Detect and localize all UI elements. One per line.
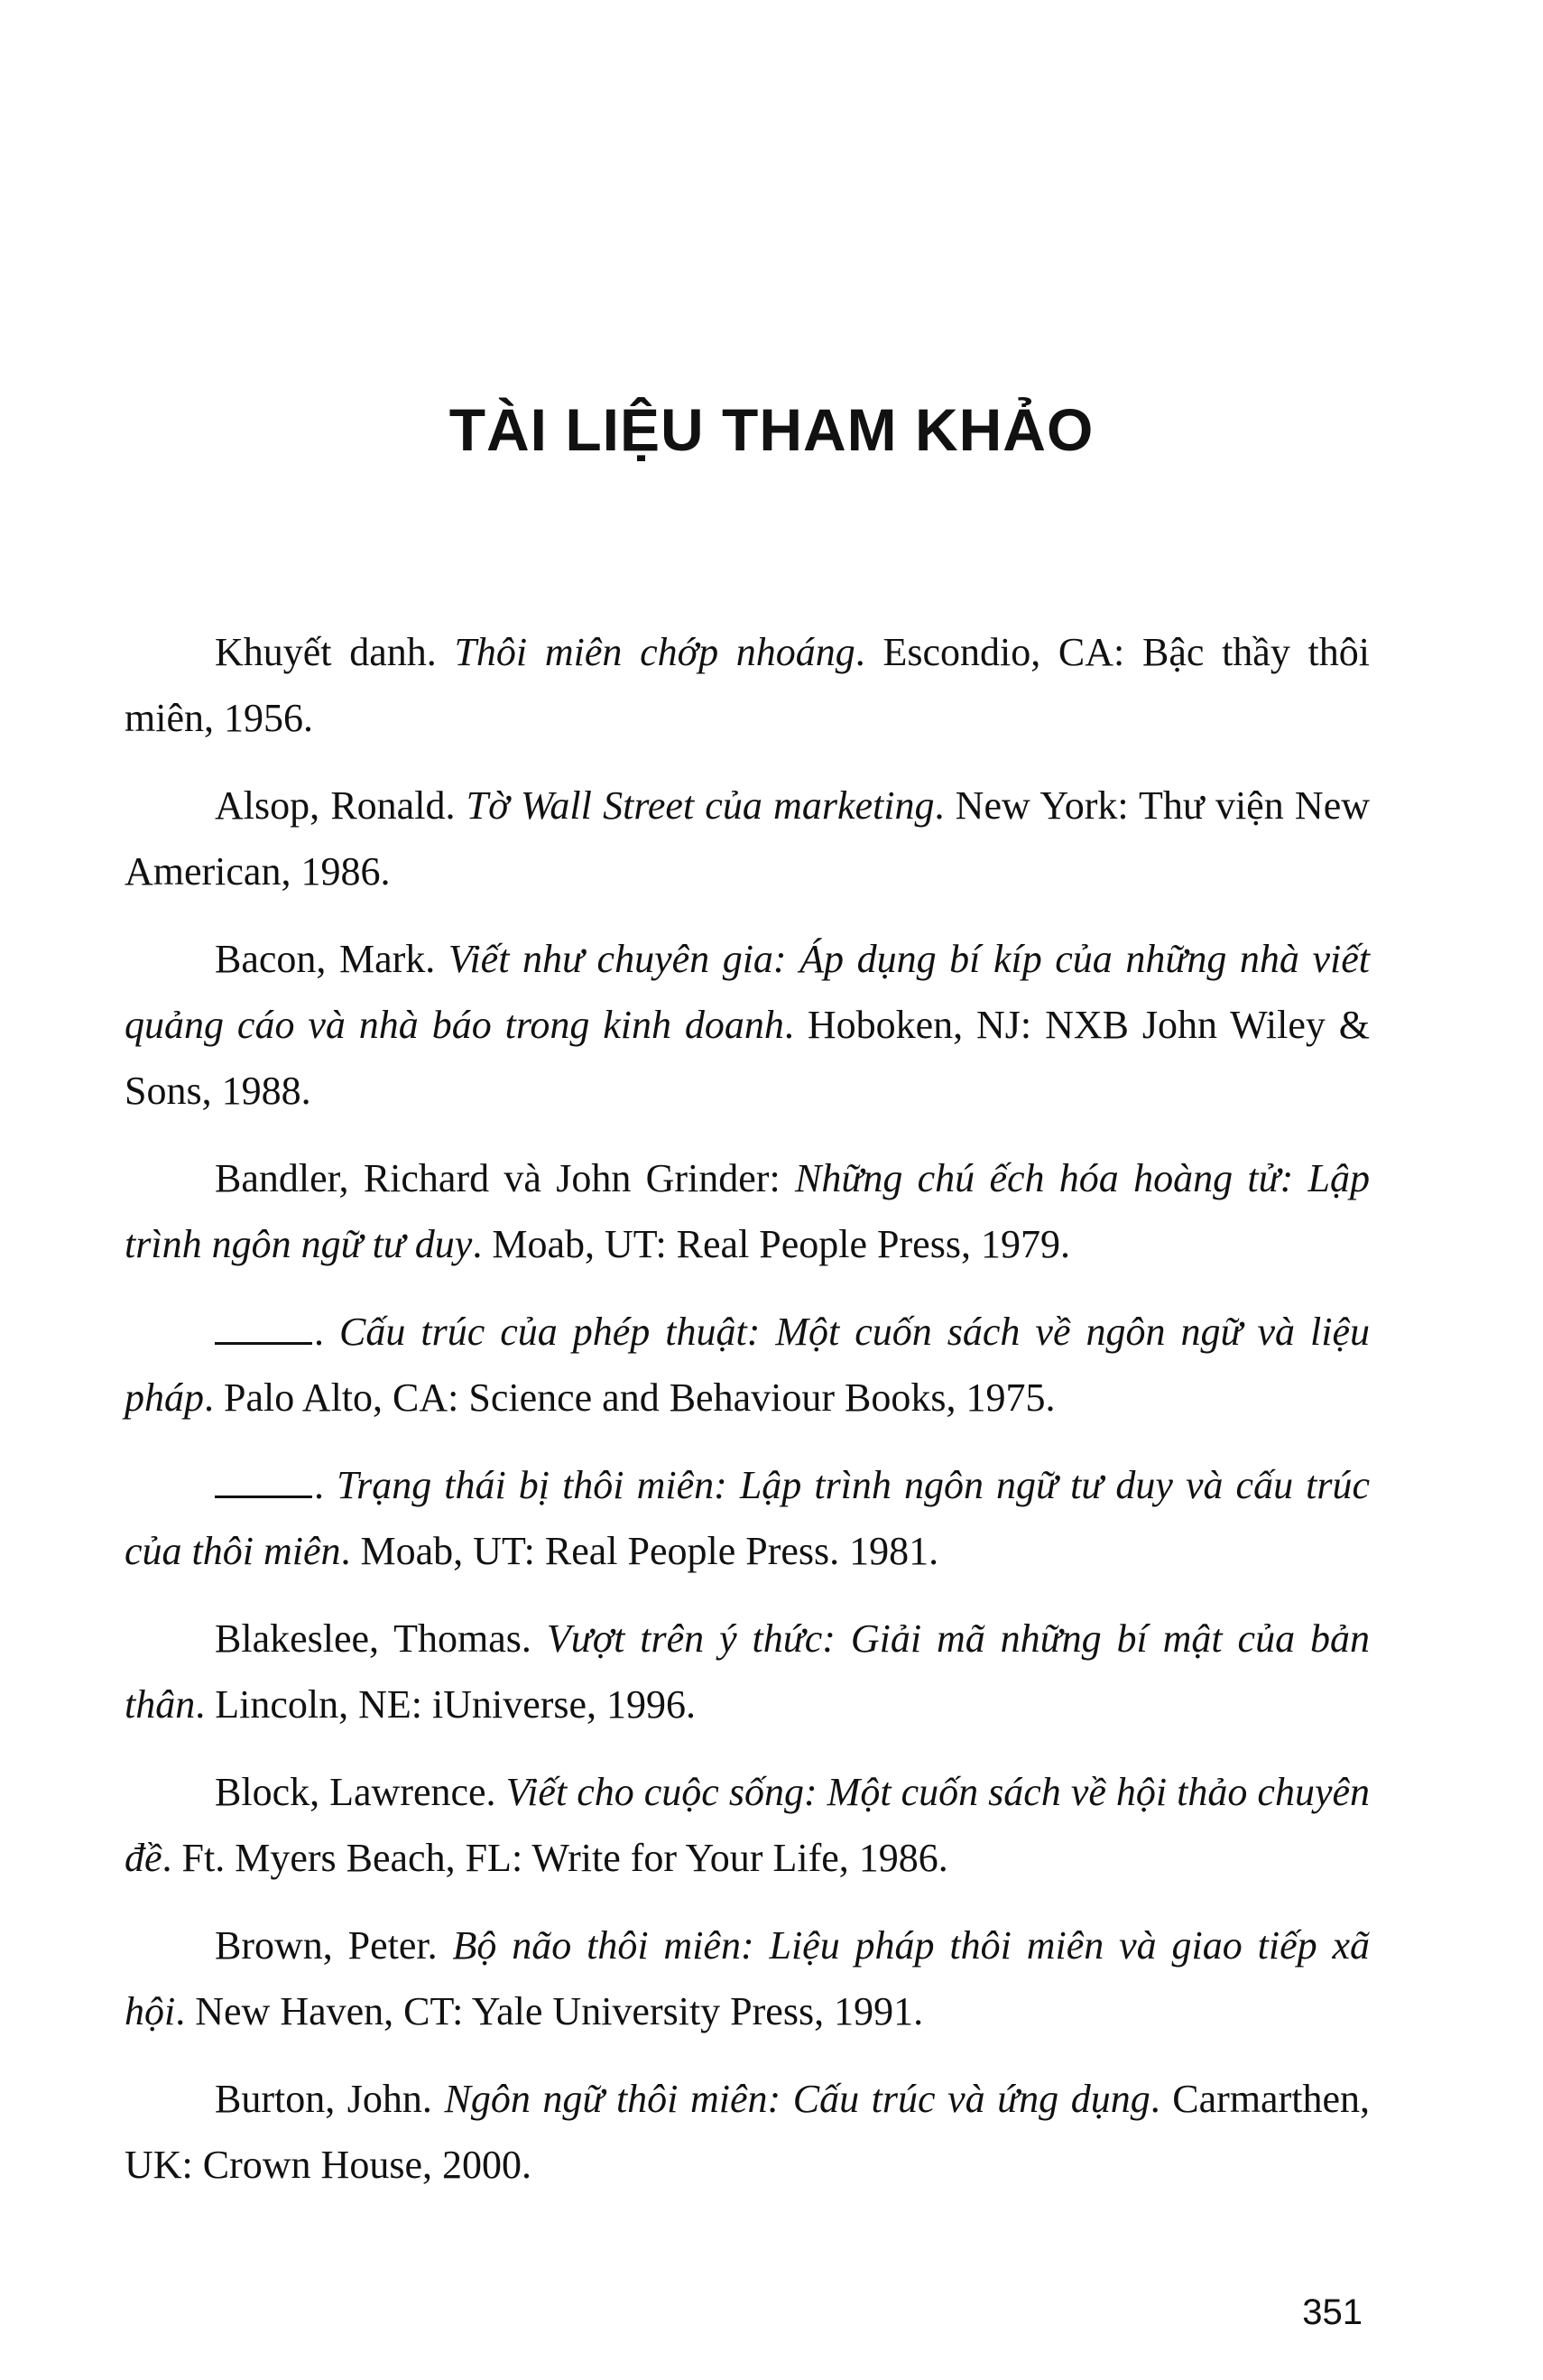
reference-entry [125,1912,1370,2044]
reference-author: . [314,1310,339,1354]
reference-author: Block, Lawrence. [215,1770,506,1814]
reference-publication: . Lincoln, NE: iUniverse, 1996. [195,1682,697,1727]
reference-title: Bộ não thôi miên: Liệu pháp thôi miên và giao tiếp xã hội [125,1923,1370,2033]
reference-publication: . New York: Thư viện New American, 1986. [125,783,1370,894]
reference-publication: . Moab, UT: Real People Press, 1979. [472,1222,1070,1266]
reference-title: Tờ Wall Street của marketing [466,783,935,828]
page-number: 351 [1302,2292,1363,2332]
reference-entry [125,1759,1370,1891]
reference-publication: . Ft. Myers Beach, FL: Write for Your Life, 1986. [162,1836,948,1880]
reference-entry [125,2066,1370,2198]
reference-title: Viết cho cuộc sống: Một cuốn sách về hội thảo chuyên đề [125,1770,1371,1880]
reference-publication: . Moab, UT: Real People Press. 1981. [340,1529,939,1573]
reference-entry [125,1145,1370,1277]
reference-publication: . Palo Alto, CA: Science and Behaviour Books, 1975. [204,1375,1056,1420]
reference-title: Cấu trúc của phép thuật: Một cuốn sách về ngôn ngữ và liệu pháp [125,1310,1370,1420]
reference-author: Blakeslee, Thomas. [215,1616,547,1661]
reference-entry [125,1606,1370,1737]
reference-author: Burton, John. [215,2077,445,2121]
reference-author: Alsop, Ronald. [215,783,467,828]
reference-author: Bandler, Richard và John Grinder: [215,1156,795,1200]
reference-author: Bacon, Mark. [215,937,448,981]
page-title: TÀI LIỆU THAM KHẢO [448,396,1095,463]
reference-title: Trạng thái bị thôi miên: Lập trình ngôn ngữ tư duy và cấu trúc của thôi miên [125,1463,1371,1573]
reference-entry [125,773,1370,904]
reference-entry [125,619,1370,751]
reference-author: . [314,1463,337,1507]
reference-title: Ngôn ngữ thôi miên: Cấu trúc và ứng dụng [444,2077,1150,2121]
reference-title: Những chú ếch hóa hoàng tử: Lập trình ngôn ngữ tư duy [125,1156,1371,1266]
reference-entry [125,1299,1370,1431]
reference-author: Khuyết danh. [215,630,455,674]
reference-list [125,619,1370,2219]
reference-publication: . Carmarthen, UK: Crown House, 2000. [125,2077,1370,2187]
reference-publication: . Escondio, CA: Bậc thầy thôi miên, 1956. [125,630,1370,740]
reference-entry [125,926,1370,1124]
same-author-dash [215,1311,312,1345]
reference-title: Vượt trên ý thức: Giải mã những bí mật của bản thân [125,1616,1370,1727]
reference-entry [125,1452,1370,1584]
reference-author: Brown, Peter. [215,1923,453,1968]
reference-publication: . New Haven, CT: Yale University Press, 1991. [175,1989,924,2033]
reference-title: Thôi miên chớp nhoáng [454,630,855,674]
reference-title: Viết như chuyên gia: Áp dụng bí kíp của những nhà viết quảng cáo và nhà báo trong kinh doanh [125,937,1370,1047]
same-author-dash [215,1465,312,1498]
reference-publication: . Hoboken, NJ: NXB John Wiley & Sons, 1988. [125,1003,1370,1113]
